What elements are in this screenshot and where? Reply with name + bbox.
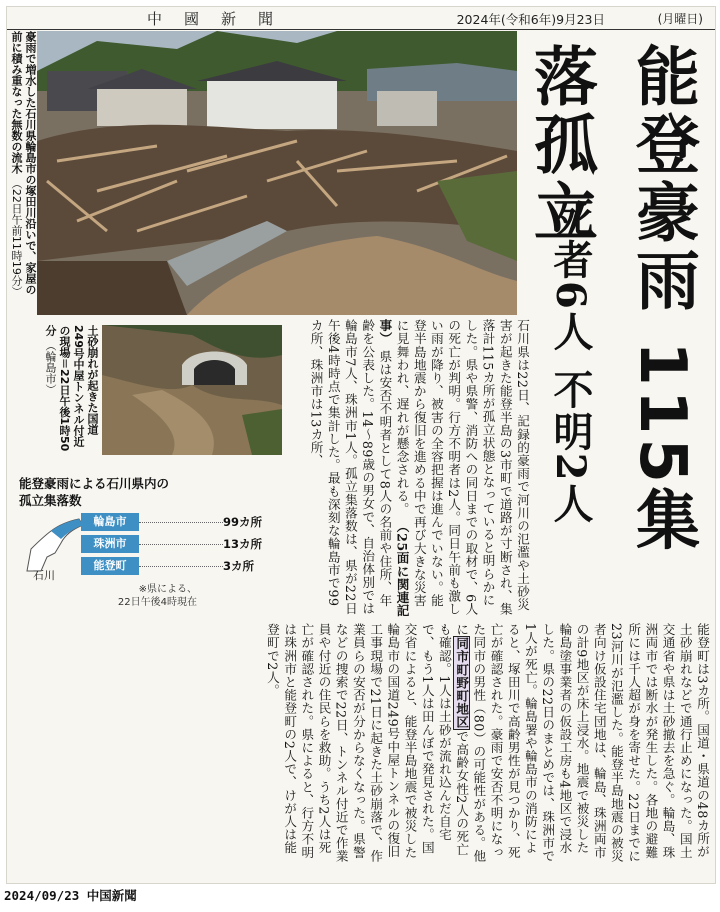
article-cont1-text: 県は安否不明者として8人の名前や住所、年齢を公表した。14〜89歳の男女で、自治体別では輪島市7人、珠洲市1人。孤立集落数は、県が22日午後4時時点で集計した。最も深刻な輪島市で99カ所、珠洲市は13カ所、 xyxy=(308,319,393,616)
leader-line xyxy=(139,544,223,545)
graphic-row-name: 能登町 xyxy=(81,557,139,575)
graphic-row-wajima xyxy=(81,513,277,531)
noto-peninsula-map xyxy=(17,513,87,573)
tunnel-landslide-image xyxy=(102,325,282,455)
newspaper-page xyxy=(6,6,716,884)
article-cont2-text: 能登町は3カ所。国道・県道の48カ所が土砂崩れなどで通行止めになった。国土交通省や県は土砂撤去を急ぐ。輪島、珠洲両市では断水が発生した。各地の避難所には千人超が身を寄せた。22日までに23河川が氾濫した。能登半島地震の被災者向け仮設住宅団地は、輪島、珠洲両市の計9地区が床上浸水。地震で被災した輪島塗事業者の仮設工房も4地区で浸水した。県の22日のまとめでは、珠洲市で1人が死亡。輪島署や輪島市の消防によると、塚田川で高齢男性が見つかり、死亡が確認された。豪雨で安否不明になった同市の男性（80）の可能性がある。他に xyxy=(454,623,710,863)
graphic-row-count: 13カ所 xyxy=(223,537,263,551)
graphic-row-count: 99カ所 xyxy=(223,515,263,529)
article-lead-text: 石川県は22日、記録的豪雨で河川の氾濫や土砂災害が起きた能登半島の3市町で道路が寸断され、集落計115カ所が孤立状態となっていると明らかにした。県や県警、消防への同日までの取材で、6人の死亡が判明。行方不明者は2人。同日午前も激しい雨が降り、被害の全容把握は進んでいない。能登半島地震から復旧を進める中で再び大きな災害に見舞われ、遅れが懸念される。 xyxy=(394,319,530,616)
article-lead xyxy=(301,319,531,619)
masthead xyxy=(7,7,715,30)
graphic-title: 能登豪雨による石川県内の 孤立集落数 xyxy=(19,476,170,508)
leader-line xyxy=(139,522,223,523)
related-article-ref: （25面に関連記事） xyxy=(377,319,410,618)
paper-name: 中國新聞 xyxy=(147,10,296,28)
footer-credit: 2024/09/23 中国新聞 xyxy=(4,888,137,903)
issue-date: 2024年(令和6年)9月23日 xyxy=(456,12,605,27)
graphic-row-name: 輪島市 xyxy=(81,513,139,531)
photo1-caption xyxy=(7,31,37,301)
prefecture-label: 石川 xyxy=(33,569,55,582)
main-headline: 能登豪雨 115集落孤立 xyxy=(523,43,699,555)
graphic-row-suzu xyxy=(81,535,277,553)
place-tag-machino: 同市町野町地区 xyxy=(454,637,470,729)
article-continuation xyxy=(11,623,711,863)
photo2-caption-place: （輪島市） xyxy=(44,339,57,395)
graphic-row-name: 珠洲市 xyxy=(81,535,139,553)
tunnel-landslide-photo xyxy=(102,325,282,455)
isolated-settlements-graphic xyxy=(11,469,287,619)
graphic-source-note: ※県による、 22日午後4時現在 xyxy=(117,584,197,608)
photo2-caption xyxy=(7,325,99,455)
flood-debris-photo xyxy=(37,31,517,315)
issue-weekday: (月曜日) xyxy=(657,12,703,26)
photo2-caption-text: 土砂崩れが起きた国道249号中屋トンネル付近の現場＝22日午後1時50分 xyxy=(44,325,99,452)
photo1-caption-time: （22日午前11時19分） xyxy=(10,177,23,297)
flood-debris-image xyxy=(37,31,517,315)
article-cont3-text: で高齢女性2人の死亡も確認。1人は土砂が流れ込んだ自宅で、もう1人は田んぼで発見された。国交省によると、能登半島地震で被災した輪島市の国道249号中屋トンネルの復旧工事現場で21日に起きた土砂崩落で、作業員らの安否が分からなくなった。県警などの捜索で22日、トンネル付近で作業員や付近の住民らを救助。うち2人は死亡が確認された。県によると、行方不明は珠洲市と能登町の2人で、けが人は能登町で2人。 xyxy=(264,623,470,863)
graphic-row-count: 3カ所 xyxy=(223,559,255,573)
graphic-row-noto xyxy=(81,557,277,575)
leader-line xyxy=(139,566,223,567)
sub-headline: 死者6人 不明2人 xyxy=(547,197,594,525)
photo1-caption-text: 豪雨で増水した石川県輪島市の塚田川沿いで、家屋の前に積み重なった無数の流木 xyxy=(10,31,37,295)
